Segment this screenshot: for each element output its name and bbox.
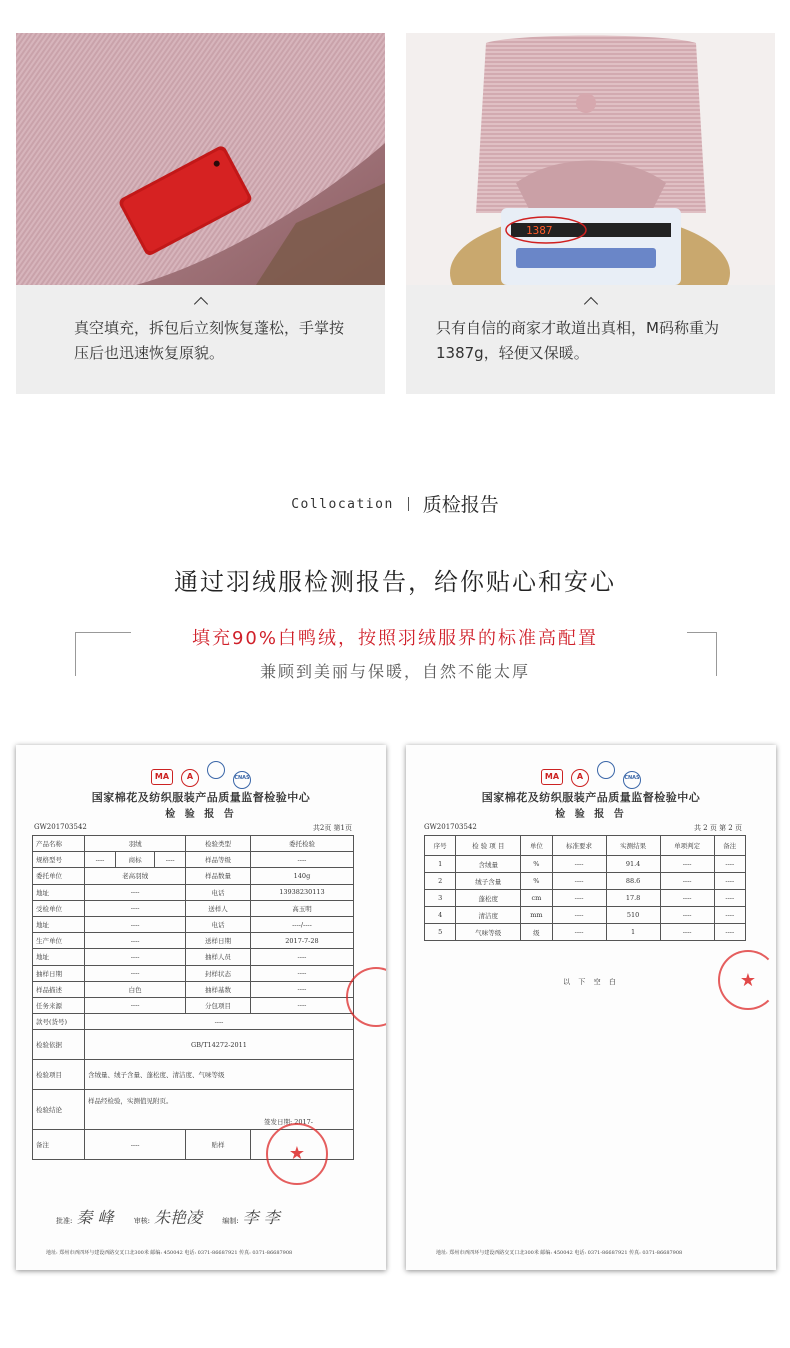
editor-label: 编制: (222, 1217, 239, 1225)
section-heading-zh: 质检报告 (422, 494, 499, 516)
report-number: GW201703542 (34, 823, 87, 831)
table-row: 4 清洁度 mm ---- 510 ---- ---- (425, 907, 746, 924)
table-row: 5 气味等级 级 ---- 1 ---- ---- (425, 924, 746, 941)
red-seal-stamp-edge: ★ (718, 950, 776, 1010)
cma-logo-icon: MA (541, 769, 563, 785)
certification-logos (16, 761, 386, 789)
card-description: 真空填充，拆包后立刻恢复蓬松，手掌按压后也迅速恢复原貌。 (74, 319, 345, 362)
cal-logo-icon: A (571, 769, 589, 787)
globe-logo-icon (207, 761, 225, 779)
divider (408, 497, 409, 511)
table-row: 2 绒子含量 % ---- 88.6 ---- ---- (425, 873, 746, 890)
report-subtitle: 检 验 报 告 (555, 809, 627, 820)
feature-card-weight (406, 33, 775, 394)
section-heading-en: Collocation (291, 497, 394, 512)
table-row: 1 含绒量 % ---- 91.4 ---- ---- (425, 856, 746, 873)
table-row: 受检单位 ---- 送样人 高玉明 (33, 900, 354, 916)
scale-readout: 1387 (526, 224, 553, 237)
jacket-on-scale-photo (406, 33, 775, 285)
table-row: 样品描述 白色 抽样基数 ---- (33, 981, 354, 997)
table-row: 检验依据 GB/T14272-2011 (33, 1030, 354, 1060)
caret-up-icon (16, 293, 385, 313)
editor-signature: 李 李 (242, 1208, 280, 1227)
approver-label: 批准: (56, 1217, 73, 1225)
table-row: 产品名称 羽绒 检验类型 委托检验 (33, 836, 354, 852)
card-description: 只有自信的商家才敢道出真相，M码称重为1387g，轻便又保暖。 (436, 319, 719, 362)
section-heading (0, 490, 790, 517)
report-title: 国家棉花及纺织服装产品质量监督检验中心 (91, 791, 311, 804)
table-row: 备注 ---- 贴样 (33, 1130, 354, 1160)
headline: 通过羽绒服检测报告，给你贴心和安心 (174, 568, 616, 596)
caret-up-icon (406, 293, 775, 313)
table-row: 3 蓬松度 cm ---- 17.8 ---- ---- (425, 890, 746, 907)
cal-logo-icon: A (181, 769, 199, 787)
table-row: 检验结论 样品经检验，实测值见附页。 签发日期: 2017- (33, 1090, 354, 1130)
blank-below-note: 以 下 空 白 (563, 978, 619, 986)
cnas-logo-icon: CNAS (623, 771, 641, 789)
table-row: 任务来源 ---- 分包项目 ---- (33, 997, 354, 1013)
feature-card-vacuum (16, 33, 385, 394)
report-subtitle: 检 验 报 告 (165, 809, 237, 820)
subtext: 兼顾到美丽与保暖，自然不能太厚 (259, 662, 530, 681)
table-header-row: 序号 检 验 项 目 单位 标准要求 实测结果 单项判定 备注 (425, 836, 746, 856)
table-row: 抽样日期 ---- 封样状态 ---- (33, 965, 354, 981)
inspection-report-page-2 (406, 745, 776, 1270)
report-number: GW201703542 (424, 823, 477, 831)
report-address: 地址: 郑州市西四环与建设西路交叉口北300米 邮编: 450042 电话: 0371-86687921 传真: 0371-86687908 (436, 1250, 683, 1256)
test-results-table (424, 835, 746, 941)
inspection-report-page-1 (16, 745, 386, 1270)
table-row: 规格型号 ---- 商标 ---- 样品等级 ---- (33, 852, 354, 868)
table-row: 地址 ---- 抽样人员 ---- (33, 949, 354, 965)
certification-logos (406, 761, 776, 789)
globe-logo-icon (597, 761, 615, 779)
report-address: 地址: 郑州市西四环与建设西路交叉口北300米 邮编: 450042 电话: 0371-86687921 传真: 0371-86687908 (46, 1250, 293, 1256)
reviewer-signature: 朱艳凌 (154, 1208, 203, 1227)
red-seal-stamp: ★ (266, 1123, 328, 1185)
highlight-text: 填充90%白鸭绒，按照羽绒服界的标准高配置 (191, 628, 598, 649)
table-row: 地址 ---- 电话 13938230113 (33, 884, 354, 900)
signatures (56, 1205, 356, 1228)
table-row: 委托单位 老高羽绒 样品数量 140g (33, 868, 354, 884)
approver-signature: 秦 峰 (76, 1208, 114, 1227)
report-info-table (32, 835, 354, 1160)
table-row: 检验项目 含绒量、绒子含量、蓬松度、清洁度、气味等级 (33, 1060, 354, 1090)
sign-date: 签发日期: 2017- (264, 1118, 313, 1127)
report-page-count: 共 2 页 第 2 页 (693, 824, 742, 832)
cma-logo-icon: MA (151, 769, 173, 785)
report-page-count: 共2页 第1页 (312, 824, 352, 832)
corduroy-phone-photo (16, 33, 385, 285)
reviewer-label: 审核: (133, 1217, 151, 1225)
report-title: 国家棉花及纺织服装产品质量监督检验中心 (481, 791, 701, 804)
table-row: 款号(货号) ---- (33, 1014, 354, 1030)
cnas-logo-icon: CNAS (233, 771, 251, 789)
conclusion-text: 样品经检验，实测值见附页。 (88, 1097, 173, 1106)
table-row: 生产单位 ---- 送样日期 2017-7-28 (33, 933, 354, 949)
table-row: 地址 ---- 电话 ----/---- (33, 916, 354, 932)
